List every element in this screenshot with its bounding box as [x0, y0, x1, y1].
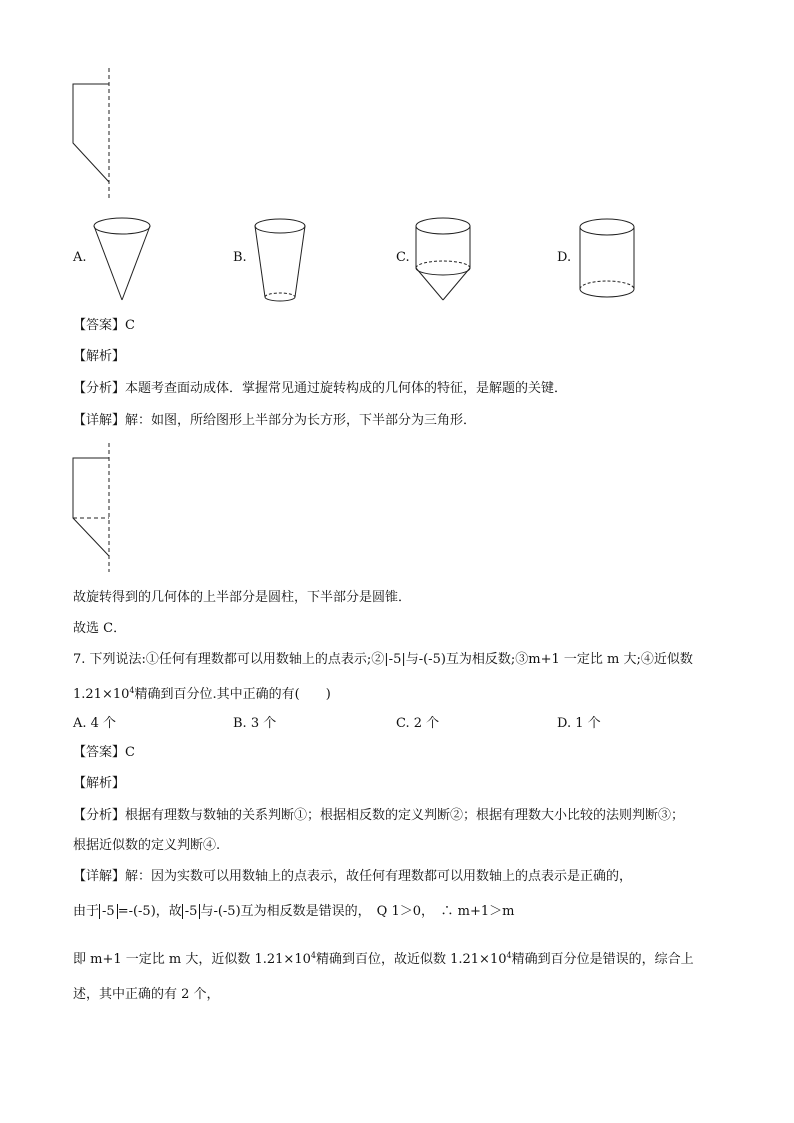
q7-option-a: A. 4 个: [73, 716, 117, 731]
q6-analysis-tag: 【分析】: [73, 381, 126, 396]
option-c-label: C.: [396, 250, 410, 265]
q7-detail-text1: 解：因为实数可以用数轴上的点表示，故任何有理数都可以用数轴上的点表示是正确的，: [125, 869, 633, 884]
q6-detail: [73, 411, 476, 431]
q7-detail-tag: 【详解】: [73, 869, 126, 884]
option-d-cylinder-figure: [580, 219, 634, 297]
q7-answer: 【答案】C: [73, 745, 135, 760]
option-b-label: B.: [233, 250, 247, 265]
option-a-cone-figure: [94, 218, 150, 300]
option-c-cylinder-cone-figure: [416, 218, 470, 300]
option-a-label: A.: [73, 250, 87, 265]
q7-option-b: B. 3 个: [233, 716, 277, 731]
q7-question-line1: 7. 下列说法:①任何有理数都可以用数轴上的点表示;②|-5|与-(-5)互为相反数;③m+1 一定比 m 大;④近似数: [73, 652, 693, 667]
q6-detail-tag: 【详解】: [73, 413, 126, 428]
q7-detail-line2-part4: Q 1＞0， ∴ m+1＞m: [376, 904, 515, 919]
q6-jiexi-heading: 【解析】: [73, 349, 126, 364]
q7-analysis-text1: 根据有理数与数轴的关系判断①；根据相反数的定义判断②；根据有理数大小比较的法则判断③；: [125, 808, 685, 823]
option-b-frustum-figure: [255, 219, 305, 301]
q7-question-line2: [73, 681, 331, 705]
q7-detail-line2-part1: 由于: [73, 904, 100, 919]
q7-approx-number: 1.21×10: [73, 687, 130, 702]
rotation-figure-explanation: [73, 443, 109, 572]
q7-analysis-line1: [73, 806, 684, 826]
q7-detail-line3-exp2: 4: [506, 951, 512, 960]
q6-analysis: [73, 379, 567, 399]
option-d-label: D.: [557, 250, 572, 265]
q7-detail-line1: [73, 867, 632, 887]
q7-abs-value-1: -5: [99, 904, 118, 919]
q7-detail-line2: [73, 902, 514, 922]
q6-detail-text: 解：如图，所给图形上半部分为长方形，下半部分为三角形．: [125, 413, 477, 428]
q7-detail-line3-exp1: 4: [310, 951, 316, 960]
q7-question-tail: 精确到百分位.其中正确的有( ): [134, 687, 331, 702]
q6-choice: 故选 C．: [73, 621, 127, 636]
q6-analysis-text: 本题考查面动成体．掌握常见通过旋转构成的几何体的特征，是解题的关键．: [125, 381, 568, 396]
q7-detail-line3-part3: 精确到百分位是错误的，综合上: [511, 952, 694, 967]
q7-detail-line3-part2: 精确到百位，故近似数 1.21×10: [315, 952, 507, 967]
q7-detail-line3: [73, 946, 694, 970]
q6-answer: 【答案】C: [73, 318, 135, 333]
q7-analysis-line2: 根据近似数的定义判断④.: [73, 838, 221, 853]
q7-option-d: D. 1 个: [557, 716, 601, 731]
q7-jiexi-heading: 【解析】: [73, 776, 126, 791]
q7-detail-line4: 述，其中正确的有 2 个，: [73, 987, 220, 1002]
q7-option-c: C. 2 个: [396, 716, 440, 731]
q7-detail-line2-part2: =-(-5)，故: [117, 904, 182, 919]
q6-conclusion: 故旋转得到的几何体的上半部分是圆柱，下半部分是圆锥．: [73, 590, 412, 605]
q7-detail-line3-part1: 即 m+1 一定比 m 大，近似数 1.21×10: [73, 952, 311, 967]
q7-abs-value-2: -5: [182, 904, 201, 919]
q7-detail-line2-part3: 与-(-5)互为相反数是错误的，: [200, 904, 371, 919]
q7-analysis-tag: 【分析】: [73, 808, 126, 823]
q7-approx-exponent: 4: [129, 686, 135, 695]
